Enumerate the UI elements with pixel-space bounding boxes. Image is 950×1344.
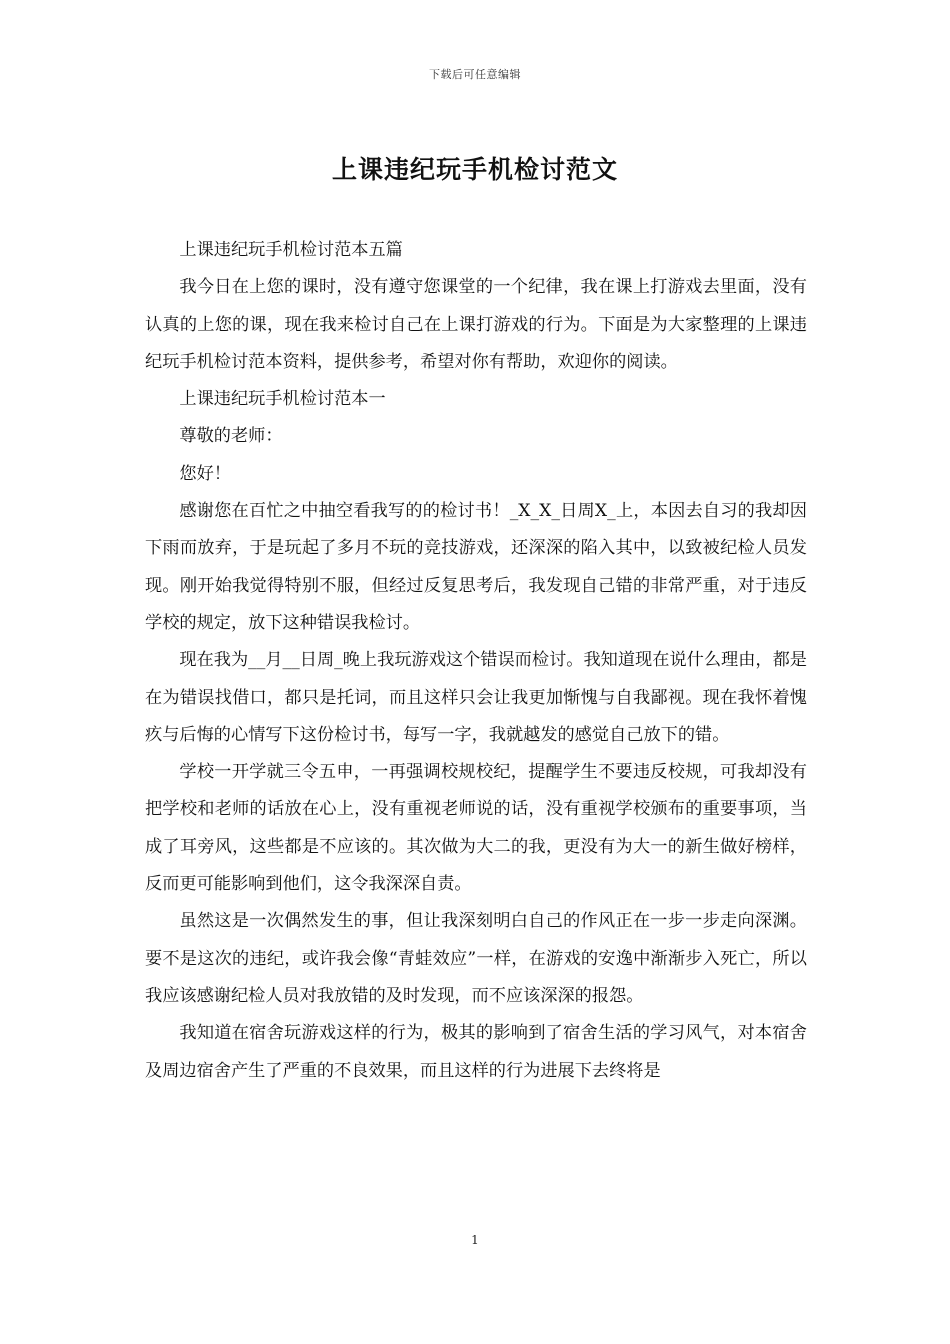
paragraph-salutation: 尊敬的老师：	[179, 426, 283, 447]
document-body	[145, 232, 807, 1090]
paragraph-body: 虽然这是一次偶然发生的事，但让我深刻明白自己的作风正在一步一步走向深渊。要不是这次的违纪，或许我会像“青蛙效应”一样，在游戏的安逸中渐渐步入死亡，所以我应该感谢纪检人员对我放错的及时发现，而不应该深深的报怨。	[145, 911, 807, 1006]
paragraph-intro: 我今日在上您的课时，没有遵守您课堂的一个纪律，我在课上打游戏去里面，没有认真的上您的课，现在我来检讨自己在上课打游戏的行为。下面是为大家整理的上课违纪玩手机检讨范本资料，提供参考，希望对你有帮助，欢迎你的阅读。	[145, 277, 807, 372]
paragraph-body: 我知道在宿舍玩游戏这样的行为，极其的影响到了宿舍生活的学习风气，对本宿舍及周边宿舍产生了严重的不良效果，而且这样的行为进展下去终将是	[145, 1023, 807, 1081]
document-title: 上课违纪玩手机检讨范文	[331, 155, 618, 184]
paragraph-body: 学校一开学就三令五申，一再强调校规校纪，提醒学生不要违反校规，可我却没有把学校和老师的话放在心上，没有重视老师说的话，没有重视学校颁布的重要事项，当成了耳旁风，这些都是不应该的。其次做为大二的我，更没有为大一的新生做好榜样，反而更可能影响到他们，这令我深深自责。	[145, 762, 807, 895]
page-header-note: 下载后可任意编辑	[429, 68, 521, 81]
page-number: 1	[471, 1233, 479, 1247]
paragraph-section-heading: 上课违纪玩手机检讨范本一	[179, 389, 386, 410]
paragraph-body: 现在我为__月__日周_晚上我玩游戏这个错误而检讨。我知道现在说什么理由，都是在为错误找借口，都只是托词，而且这样只会让我更加惭愧与自我鄙视。现在我怀着愧疚与后悔的心情写下这份检讨书，每写一字，我就越发的感觉自己放下的错。	[145, 650, 807, 745]
paragraph-subtitle: 上课违纪玩手机检讨范本五篇	[179, 240, 403, 260]
paragraph-greeting: 您好！	[179, 463, 231, 484]
paragraph-body: 感谢您在百忙之中抽空看我写的的检讨书！_X_X_日周X_上，本因去自习的我却因下雨而放弃，于是玩起了多月不玩的竞技游戏，还深深的陷入其中，以致被纪检人员发现。刚开始我觉得特别不服，但经过反复思考后，我发现自己错的非常严重，对于违反学校的规定，放下这种错误我检讨。	[145, 501, 807, 633]
